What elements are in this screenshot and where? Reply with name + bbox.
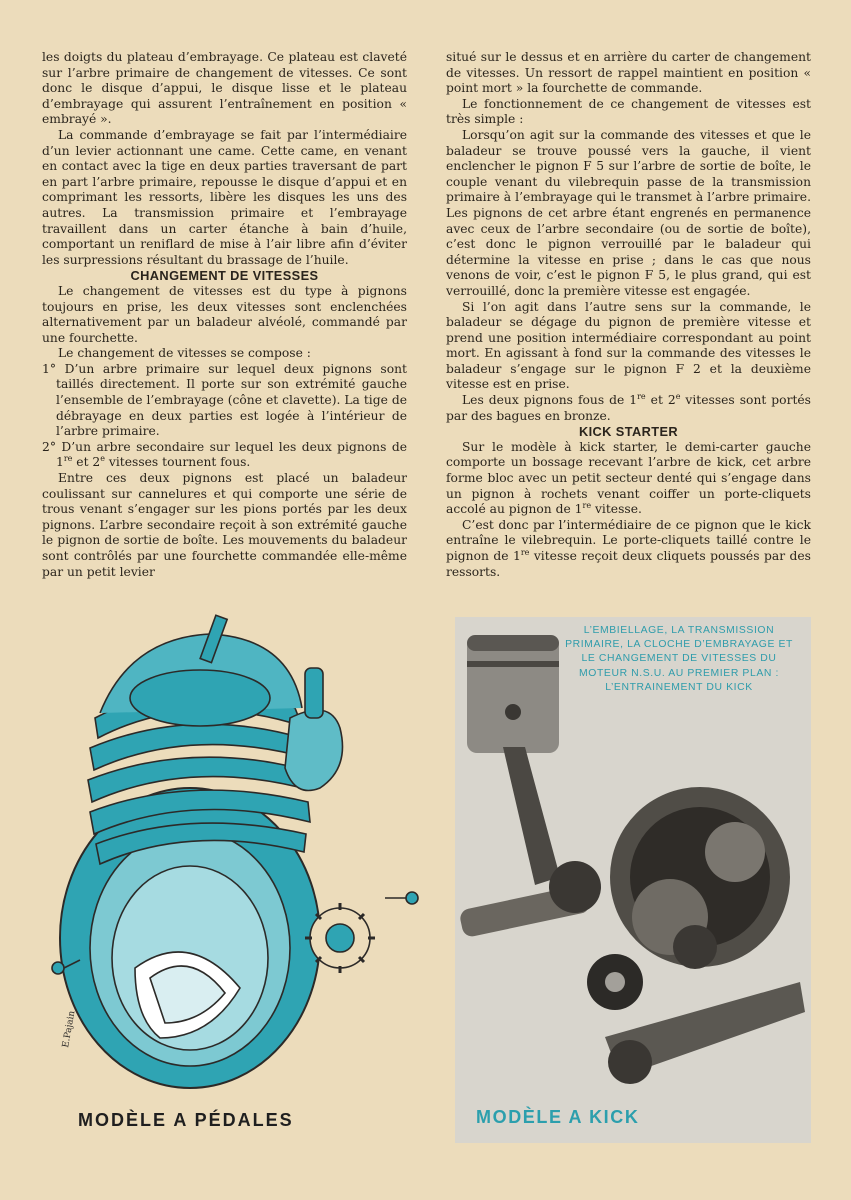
section-heading: KICK STARTER bbox=[578, 424, 679, 440]
photo-engine-drawing bbox=[455, 617, 811, 1143]
engine-illustration-pedal-model bbox=[40, 598, 430, 1108]
artist-signature: E.Pajain bbox=[61, 1010, 78, 1049]
paragraph: les doigts du plateau d’embrayage. Ce plateau est claveté sur l’arbre primaire de changement de vitesses. Ce sont donc le disque d’appui, le disque lisse et le plateau d’embrayage qui assurent l’entraînement en position « embrayé ». bbox=[42, 50, 407, 127]
paragraph: 2° D’un arbre secondaire sur lequel les deux pignons de 1re et 2e vitesses tournent fous. bbox=[42, 439, 407, 470]
paragraph: Le changement de vitesses est du type à pignons toujours en prise, les deux vitesses sont enclenchées alternativement par un baladeur alvéolé, commandé par une fourchette. bbox=[42, 283, 407, 345]
right-text-column bbox=[446, 50, 811, 580]
paragraph: Sur le modèle à kick starter, le demi-carter gauche comporte un bossage recevant l’arbre de kick, cet arbre forme bloc avec un petit secteur denté qui s’engage dans un pignon à rochets venant coiffer un porte-cliquets accolé au pignon de 1re vitesse. bbox=[446, 439, 811, 517]
caption-kick-model: MODÈLE A KICK bbox=[476, 1107, 640, 1127]
left-text-column bbox=[42, 50, 407, 580]
paragraph: Lorsqu’on agit sur la commande des vitesses et que le baladeur se trouve poussé vers la gauche, il vient enclencher le pignon F 5 sur l’arbre de sortie de boîte, le couple venant du vilebrequin passe de la transmission primaire à l’embrayage qui le transmet à l’arbre primaire. Les pignons de cet arbre étant engrenés en permanence avec ceux de l’arbre secondaire (ou de sortie de boîte), c’est donc le pignon verrouillé par le baladeur qui détermine la vitesse en prise ; dans le cas que nous venons de voir, c’est le pignon F 5, le plus grand, qui est verrouillé, donc la première vitesse est engagée. bbox=[446, 127, 811, 298]
paragraph: situé sur le dessus et en arrière du carter de changement de vitesses. Un ressort de rappel maintient en position « point mort » la fourchette de commande. bbox=[446, 50, 811, 96]
section-heading: CHANGEMENT DE VITESSES bbox=[130, 268, 319, 284]
paragraph: La commande d’embrayage se fait par l’intermédiaire d’un levier actionnant une came. Cette came, en venant en contact avec la tige en deux parties traversant de part en part l’arbre primaire, repousse le disque d’appui et en comprimant les ressorts, libère les disques les uns des autres. La transmission primaire et l’embrayage travaillent dans un carter étanche à bain d’huile, comportant un reniflard de mise à l’air libre afin d’éviter les surpressions résultant du brassage de l’huile. bbox=[42, 127, 407, 267]
paragraph: C’est donc par l’intermédiaire de ce pignon que le kick entraîne le vilebrequin. Le porte-cliquets taillé contre le pignon de 1re vitesse reçoit deux cliquets poussés par des ressorts. bbox=[446, 517, 811, 579]
paragraph: Entre ces deux pignons est placé un baladeur coulissant sur cannelures et qui comporte une série de trous venant s’engager sur les pions portés par les deux pignons. L’arbre secondaire reçoit à son extrémité gauche le pignon de sortie de boîte. Les mouvements du baladeur sont contrôlés par une fourchette commandée elle-même par un petit levier bbox=[42, 471, 407, 579]
paragraph: Les deux pignons fous de 1re et 2e vitesses sont portés par des bagues en bronze. bbox=[446, 391, 811, 423]
paragraph: Le changement de vitesses se compose : bbox=[58, 346, 311, 361]
caption-pedal-model: MODÈLE A PÉDALES bbox=[78, 1110, 294, 1130]
photo-caption: L’EMBIELLAGE, LA TRANSMISSION PRIMAIRE, LA CLOCHE D’EMBRAYAGE ET LE CHANGEMENT DE VITESSES DU MOTEUR N.S.U. AU PREMIER PLAN : L’ENTRAINEMENT DU KICK bbox=[565, 625, 793, 693]
paragraph: Le fonctionnement de ce changement de vitesses est très simple : bbox=[446, 96, 811, 127]
engine-photo-kick-model bbox=[455, 617, 811, 1143]
paragraph: Si l’on agit dans l’autre sens sur la commande, le baladeur se dégage du pignon de première vitesse et prend une position intermédiaire correspondant au point mort. En agissant à fond sur la commande des vitesses le baladeur s’engage sur le pignon F 2 et la deuxième vitesse est en prise. bbox=[446, 299, 811, 392]
paragraph: 1° D’un arbre primaire sur lequel deux pignons sont taillés directement. Il porte sur son extrémité gauche l’ensemble de l’embrayage (cône et clavette). La tige de débrayage en deux parties est logée à l’intérieur de l’arbre primaire. bbox=[42, 361, 407, 439]
